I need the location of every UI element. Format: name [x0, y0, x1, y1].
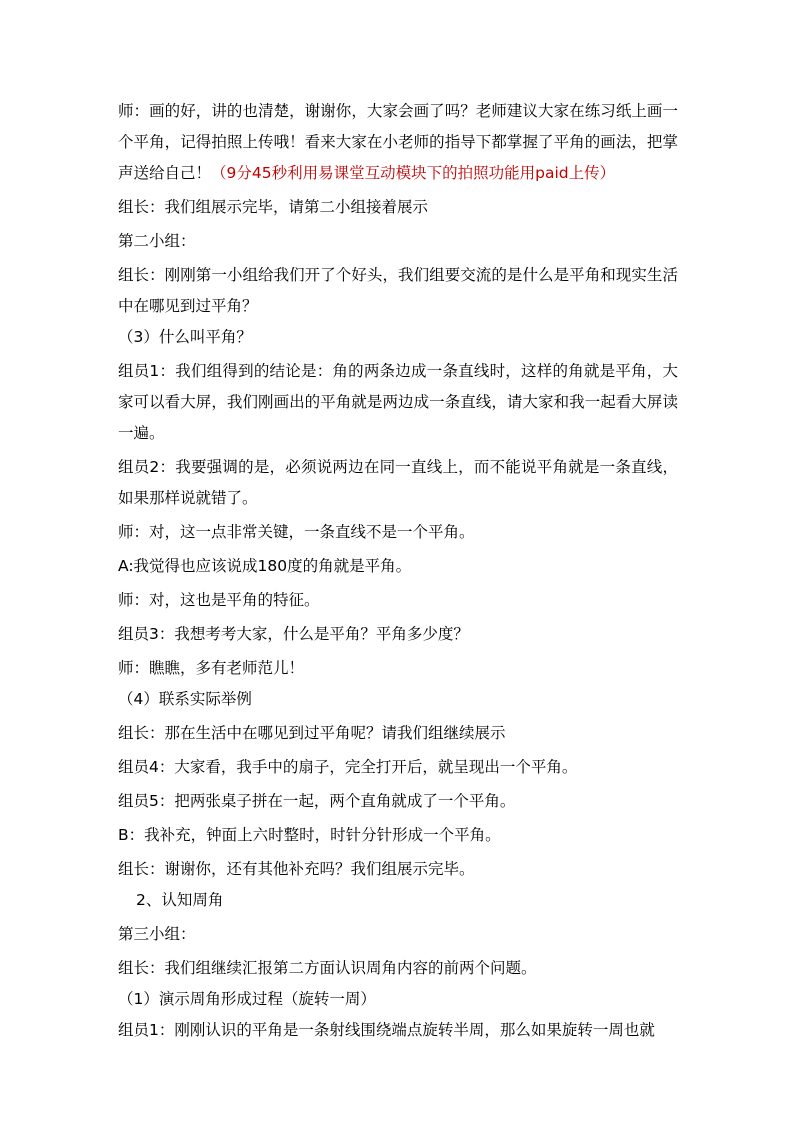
paragraph-leader-thanks: 组长：谢谢你，还有其他补充吗？我们组展示完毕。	[118, 860, 475, 878]
section-full-angle: 2、认知周角	[136, 891, 224, 909]
paragraph-member-4: 组员4：大家看，我手中的扇子，完全打开后，就呈现出一个平角。	[118, 758, 578, 776]
paragraph-teacher-praise	[118, 96, 678, 189]
paragraph-leader-report: 组长：我们组继续汇报第二方面认识周角内容的前两个问题。	[118, 959, 537, 977]
section-what-is-straight-angle: （3）什么叫平角？	[118, 328, 252, 346]
paragraph-member-1-rotation: 组员1：刚刚认识的平角是一条射线围绕端点旋转半周，那么如果旋转一周也就	[118, 1021, 655, 1039]
paragraph-leader-done: 组长：我们组展示完毕，请第二小组接着展示	[118, 198, 429, 216]
document-body	[118, 96, 678, 1046]
paragraph-teacher-look: 师：瞧瞧，多有老师范儿！	[118, 659, 305, 677]
paragraph-leader-ask: 组长：那在生活中在哪见到过平角呢？请我们组继续展示	[118, 724, 506, 742]
paragraph-teacher-feature: 师：对，这也是平角的特征。	[118, 591, 320, 609]
paragraph-teacher-key: 师：对，这一点非常关键，一条直线不是一个平角。	[118, 523, 475, 541]
paragraph-member-3: 组员3：我想考考大家，什么是平角？平角多少度？	[118, 625, 469, 643]
timing-note: （9分45秒利用易课堂互动模块下的拍照功能用paid上传）	[211, 164, 616, 182]
paragraph-member-2: 组员2：我要强调的是，必须说两边在同一直线上，而不能说平角就是一条直线，如果那样说就错了。	[118, 458, 678, 507]
paragraph-member-1: 组员1：我们组得到的结论是：角的两条边成一条直线时，这样的角就是平角，大家可以看大屏，我们刚画出的平角就是两边成一条直线，请大家和我一起看大屏读一遍。	[118, 362, 678, 442]
paragraph-student-b: B：我补充，钟面上六时整时，时针分针形成一个平角。	[118, 826, 501, 844]
section-demo-rotation: （1）演示周角形成过程（旋转一周）	[118, 990, 376, 1008]
paragraph-student-a: A:我觉得也应该说成180度的角就是平角。	[118, 557, 412, 575]
paragraph-leader-intro: 组长：刚刚第一小组给我们开了个好头，我们组要交流的是什么是平角和现实生活中在哪见到过平角？	[118, 266, 678, 315]
group-two-heading: 第二小组：	[118, 232, 196, 250]
paragraph-member-5: 组员5：把两张桌子拼在一起，两个直角就成了一个平角。	[118, 792, 516, 810]
teacher-praise-text: 师：画的好，讲的也清楚，谢谢你，大家会画了吗？老师建议大家在练习纸上画一个平角，记得拍照上传哦！看来大家在小老师的指导下都掌握了平角的画法，把掌声送给自己！	[118, 102, 678, 182]
group-three-heading: 第三小组：	[118, 925, 196, 943]
section-real-examples: （4）联系实际举例	[118, 690, 252, 708]
